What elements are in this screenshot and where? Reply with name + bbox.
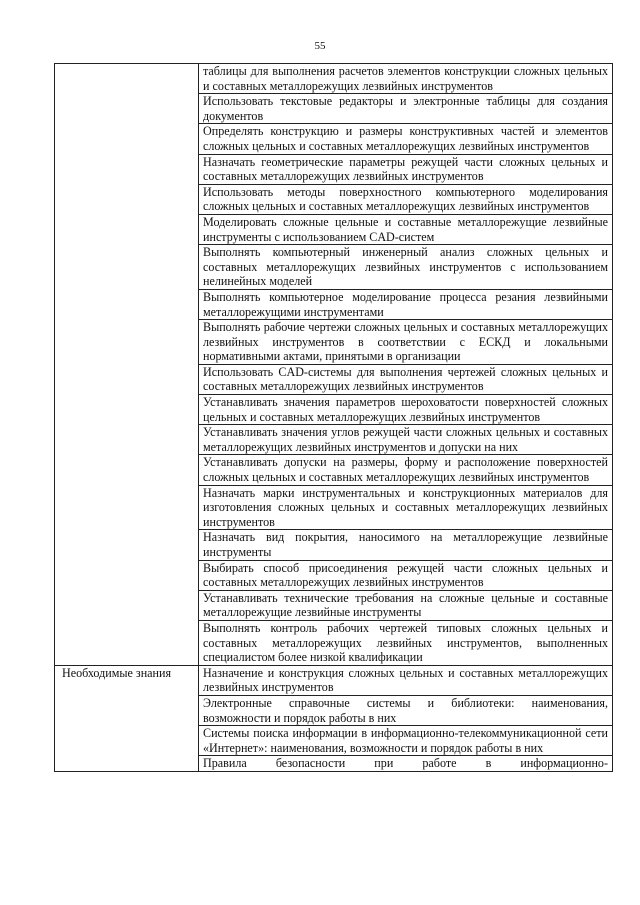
knowledge-item: Назначение и конструкция сложных цельных и составных металлорежущих лезвийных инструментов	[199, 665, 613, 695]
skills-item: Назначать вид покрытия, наносимого на металлорежущие лезвийные инструменты	[199, 530, 613, 560]
skills-item: Моделировать сложные цельные и составные металлорежущие лезвийные инструменты с использованием CAD-систем	[199, 214, 613, 244]
skills-item: Устанавливать технические требования на сложные цельные и составные металлорежущие лезвийные инструменты	[199, 590, 613, 620]
skills-item: таблицы для выполнения расчетов элементов конструкции сложных цельных и составных металлорежущих лезвийных инструментов	[199, 64, 613, 94]
knowledge-item: Системы поиска информации в информационно-телекоммуникационной сети «Интернет»: наименования, возможности и порядок работы в них	[199, 726, 613, 756]
page-number: 55	[314, 40, 326, 52]
knowledge-item: Правила безопасности при работе в информационно-	[199, 756, 613, 772]
skills-item: Назначать марки инструментальных и конструкционных материалов для изготовления сложных цельных и составных металлорежущих лезвийных инструментов	[199, 485, 613, 530]
skills-item: Выполнять компьютерное моделирование процесса резания лезвийными металлорежущими инструментами	[199, 289, 613, 319]
skills-item: Выбирать способ присоединения режущей части сложных цельных и составных металлорежущих лезвийных инструментов	[199, 560, 613, 590]
knowledge-row	[55, 665, 613, 695]
skills-item: Устанавливать значения углов режущей части сложных цельных и составных металлорежущих лезвийных инструментов и допуски на них	[199, 425, 613, 455]
skills-row	[55, 64, 613, 94]
skills-item: Устанавливать допуски на размеры, форму и расположение поверхностей сложных цельных и составных металлорежущих лезвийных инструментов	[199, 455, 613, 485]
skills-item: Использовать методы поверхностного компьютерного моделирования сложных цельных и составных металлорежущих лезвийных инструментов	[199, 184, 613, 214]
skills-item: Назначать геометрические параметры режущей части сложных цельных и составных металлорежущих лезвийных инструментов	[199, 154, 613, 184]
skills-item: Выполнять контроль рабочих чертежей типовых сложных цельных и составных металлорежущих лезвийных инструментов, выполненных специалистом более низкой квалификации	[199, 620, 613, 665]
requirements-table-body	[55, 64, 613, 772]
knowledge-item: Электронные справочные системы и библиотеки: наименования, возможности и порядок работы в них	[199, 695, 613, 725]
skills-section-label	[55, 64, 199, 666]
skills-item: Использовать CAD-системы для выполнения чертежей сложных цельных и составных металлорежущих лезвийных инструментов	[199, 364, 613, 394]
skills-item: Выполнять компьютерный инженерный анализ сложных цельных и составных металлорежущих лезвийных инструментов с использованием нелинейных моделей	[199, 245, 613, 290]
skills-item: Использовать текстовые редакторы и электронные таблицы для создания документов	[199, 94, 613, 124]
requirements-table	[54, 63, 613, 772]
skills-item: Выполнять рабочие чертежи сложных цельных и составных металлорежущих лезвийных инструментов в соответствии с ЕСКД и локальными нормативными актами, принятыми в организации	[199, 320, 613, 365]
skills-item: Устанавливать значения параметров шероховатости поверхностей сложных цельных и составных металлорежущих лезвийных инструментов	[199, 395, 613, 425]
skills-item: Определять конструкцию и размеры конструктивных частей и элементов сложных цельных и составных металлорежущих лезвийных инструментов	[199, 124, 613, 154]
knowledge-section-label: Необходимые знания	[55, 665, 199, 772]
